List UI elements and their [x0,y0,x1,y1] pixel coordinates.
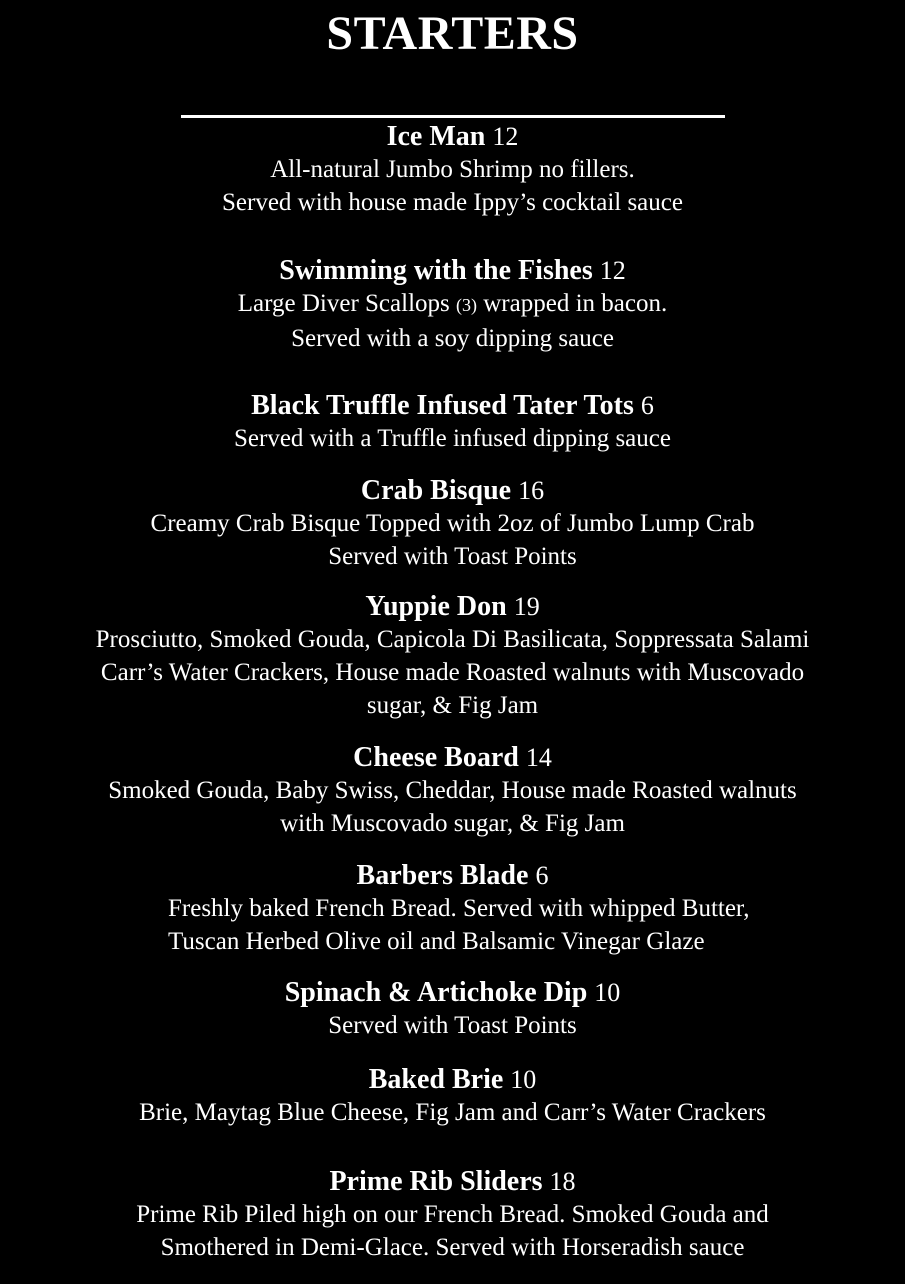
item-description-line: Freshly baked French Bread. Served with whipped Butter, [168,895,750,922]
menu-item-barbers-blade [0,860,905,958]
item-description-line: Tuscan Herbed Olive oil and Balsamic Vinegar Glaze [168,928,705,955]
item-heading [0,977,905,1009]
description-text: Large Diver Scallops [237,290,456,317]
menu-item-baked-brie [0,1064,905,1129]
item-description-line: Served with Toast Points [328,543,577,570]
item-description-line: sugar, & Fig Jam [366,692,539,719]
item-name: Crab Bisque [360,475,512,506]
item-description-line: Smoked Gouda, Baby Swiss, Cheddar, House made Roasted walnuts [108,777,797,804]
item-description-line: Carr’s Water Crackers, House made Roasted walnuts with Muscovado [100,659,805,686]
item-name: Cheese Board [353,742,519,773]
item-name: Spinach & Artichoke Dip [284,977,588,1008]
item-price: 10 [510,1065,537,1094]
item-heading [0,390,905,422]
item-price: 16 [518,476,545,505]
description-text: wrapped in bacon. [477,290,668,317]
item-name: Barbers Blade [356,860,529,891]
menu-item-spinach-artichoke-dip [0,977,905,1042]
item-description-line [0,287,905,322]
item-price: 19 [513,592,540,621]
item-name: Black Truffle Infused Tater Tots [251,390,634,421]
item-description-line: All-natural Jumbo Shrimp no fillers. [270,156,635,183]
scallop-count: (3) [456,295,477,315]
item-name: Baked Brie [368,1064,504,1095]
item-heading [0,475,905,507]
item-price: 10 [594,978,621,1007]
menu-item-crab-bisque [0,475,905,573]
menu-item-yuppie-don [0,591,905,722]
item-description-line: Served with Toast Points [328,1012,577,1039]
title-divider [181,115,725,118]
item-description-line: Served with house made Ippy’s cocktail sauce [222,189,683,216]
item-price: 14 [525,743,552,772]
item-description-line: with Muscovado sugar, & Fig Jam [280,810,625,837]
item-description-line: Prosciutto, Smoked Gouda, Capicola Di Basilicata, Soppressata Salami [95,626,810,653]
item-description-line: Served with a Truffle infused dipping sauce [234,425,671,452]
item-heading [0,1166,905,1198]
item-heading [0,121,905,153]
item-description-line: Creamy Crab Bisque Topped with 2oz of Jumbo Lump Crab [150,510,755,537]
item-price: 6 [535,861,549,890]
item-description-line: Brie, Maytag Blue Cheese, Fig Jam and Carr’s Water Crackers [139,1099,766,1126]
menu-item-ice-man [0,121,905,219]
item-name: Ice Man [386,121,486,152]
item-price: 12 [492,122,519,151]
item-description-line: Smothered in Demi-Glace. Served with Horseradish sauce [160,1234,745,1261]
page-title: STARTERS [326,7,579,60]
menu-item-prime-rib-sliders [0,1166,905,1264]
item-heading [0,742,905,774]
item-name: Swimming with the Fishes [279,255,593,286]
item-name: Prime Rib Sliders [329,1166,543,1197]
item-price: 18 [549,1167,576,1196]
item-description-line: Prime Rib Piled high on our French Bread. Smoked Gouda and [136,1201,769,1228]
menu-item-swimming-with-the-fishes [0,255,905,355]
item-heading [0,860,905,892]
menu-item-black-truffle-tater-tots [0,390,905,455]
item-price: 12 [599,256,626,285]
item-heading [0,255,905,287]
item-name: Yuppie Don [365,591,507,622]
item-heading [0,591,905,623]
item-description-line: Served with a soy dipping sauce [291,325,614,352]
item-price: 6 [640,391,654,420]
menu-item-cheese-board [0,742,905,840]
item-heading [0,1064,905,1096]
